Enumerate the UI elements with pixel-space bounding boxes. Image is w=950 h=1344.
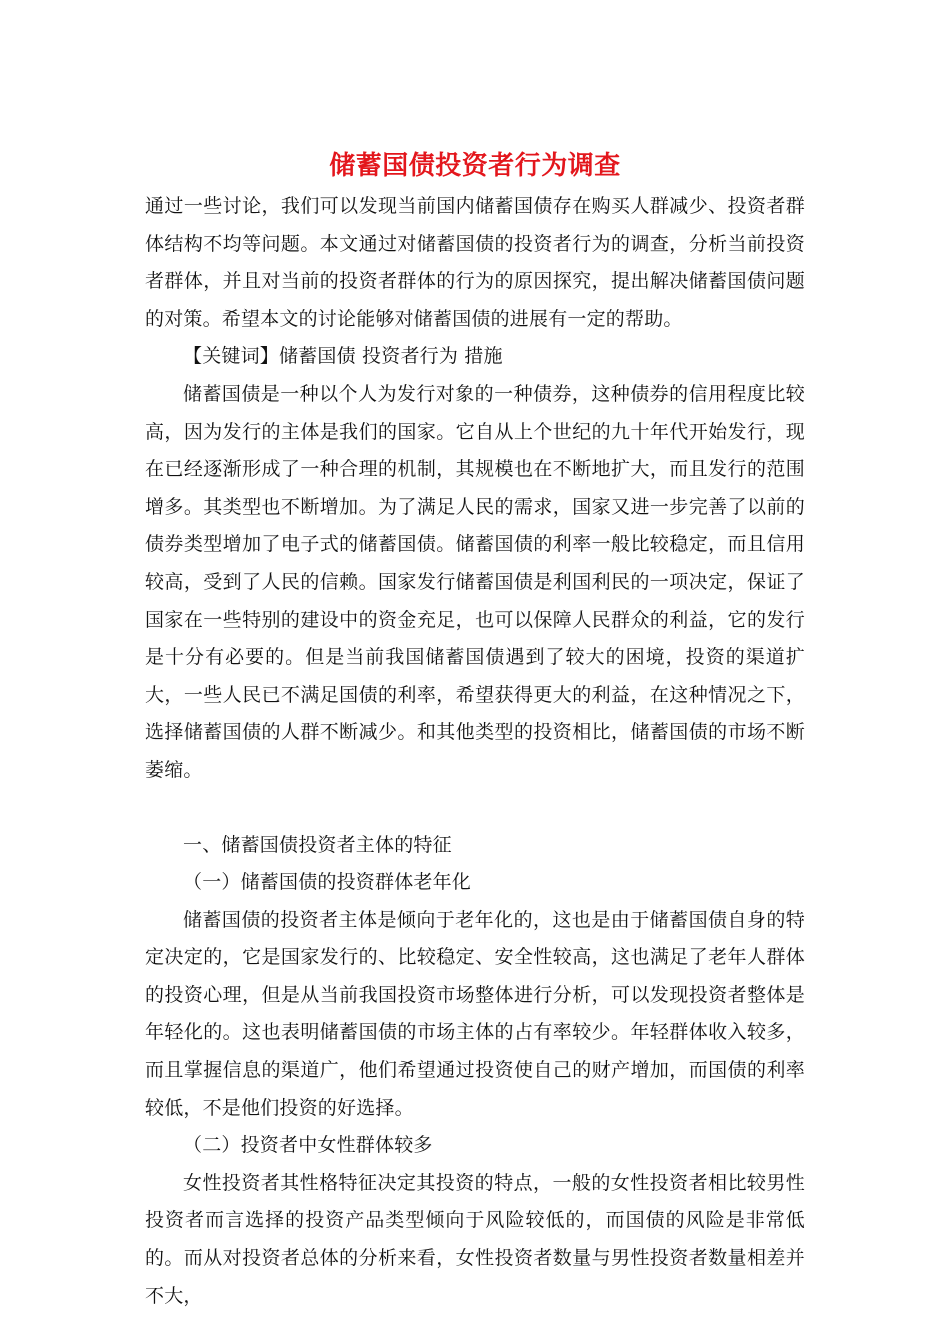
keywords-line: 【关键词】储蓄国债 投资者行为 措施	[183, 345, 503, 368]
document-title: 储蓄国债投资者行为调查	[329, 151, 621, 181]
intro-paragraph: 储蓄国债是一种以个人为发行对象的一种债券，这种债券的信用程度比较高，因为发行的主体是我们的国家。它自从上个世纪的九十年代开始发行，现在已经逐渐形成了一种合理的机制，其规模也在不断地扩大，而且发行的范围增多。其类型也不断增加。为了满足人民的需求，国家又进一步完善了以前的债券类型增加了电子式的储蓄国债。储蓄国债的利率一般比较稳定，而且信用较高，受到了人民的信赖。国家发行储蓄国债是利国利民的一项决定，保证了国家在一些特别的建设中的资金充足，也可以保障人民群众的利益，它的发行是十分有必要的。但是当前我国储蓄国债遇到了较大的困境，投资的渠道扩大，一些人民已不满足国债的利率，希望获得更大的利益，在这种情况之下，选择储蓄国债的人群不断减少。和其他类型的投资相比，储蓄国债的市场不断萎缩。	[145, 382, 805, 781]
abstract-paragraph: 通过一些讨论，我们可以发现当前国内储蓄国债存在购买人群减少、投资者群体结构不均等问题。本文通过对储蓄国债的投资者行为的调查，分析当前投资者群体，并且对当前的投资者群体的行为的原因探究，提出解决储蓄国债问题的对策。希望本文的讨论能够对储蓄国债的进展有一定的帮助。	[145, 195, 805, 330]
subsection-heading: （二）投资者中女性群体较多	[183, 1134, 433, 1157]
section-heading: 一、储蓄国债投资者主体的特征	[183, 833, 452, 856]
body-paragraph: 女性投资者其性格特征决定其投资的特点，一般的女性投资者相比较男性投资者而言选择的投资产品类型倾向于风险较低的，而国债的风险是非常低的。而从对投资者总体的分析来看，女性投资者数量与男性投资者数量相差并不大，	[145, 1171, 805, 1307]
section-gap	[145, 790, 805, 827]
document-content	[145, 146, 805, 1315]
body-paragraph: 储蓄国债的投资者主体是倾向于老年化的，这也是由于储蓄国债自身的特定决定的，它是国家发行的、比较稳定、安全性较高，这也满足了老年人群体的投资心理，但是从当前我国投资市场整体进行分析，可以发现投资者整体是年轻化的。这也表明储蓄国债的市场主体的占有率较少。年轻群体收入较多，而且掌握信息的渠道广，他们希望通过投资使自己的财产增加，而国债的利率较低，不是他们投资的好选择。	[145, 908, 805, 1119]
subsection-heading: （一）储蓄国债的投资群体老年化	[183, 871, 472, 894]
